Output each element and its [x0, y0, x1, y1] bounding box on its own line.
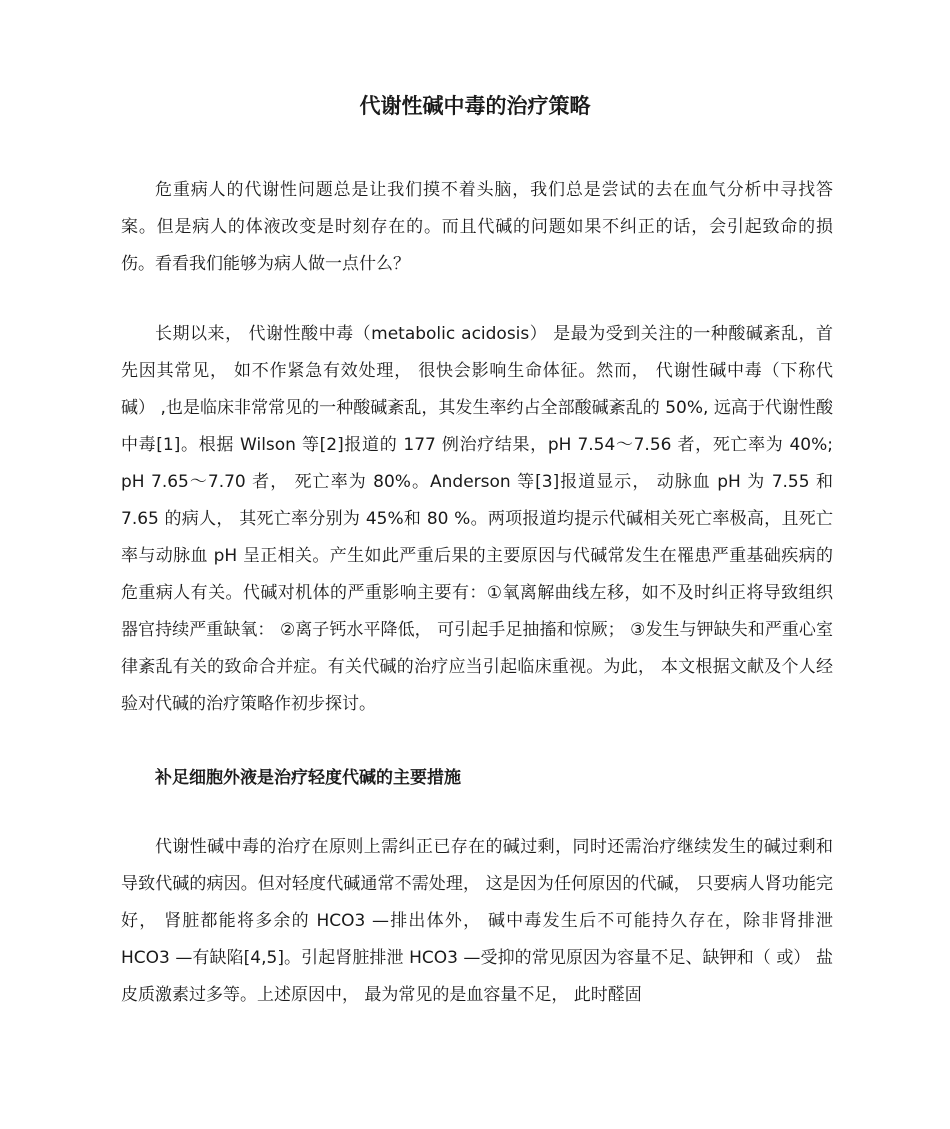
treatment-paragraph: 代谢性碱中毒的治疗在原则上需纠正已存在的碱过剩，同时还需治疗继续发生的碱过剩和导致代碱的病因。但对轻度代碱通常不需处理， 这是因为任何原因的代碱， 只要病人肾功能完好， 肾脏都能将多余的 HCO3 —排出体外， 碱中毒发生后不可能持久存在，除非肾排泄 HCO3 —有缺陷[4,5]。引起肾脏排泄 HCO3 —受抑的常见原因为容量不足、缺钾和（ 或） 盐皮质激素过多等。上述原因中， 最为常见的是血容量不足， 此时醛固 — [121, 837, 833, 1005]
section-heading: 补足细胞外液是治疗轻度代碱的主要措施 — [155, 768, 461, 788]
intro-paragraph: 危重病人的代谢性问题总是让我们摸不着头脑，我们总是尝试的去在血气分析中寻找答案。但是病人的体液改变是时刻存在的。而且代碱的问题如果不纠正的话，会引起致命的损伤。看看我们能够为病人做一点什么？ — [121, 180, 833, 274]
background-paragraph: 长期以来， 代谢性酸中毒（metabolic acidosis） 是最为受到关注的一种酸碱紊乱，首先因其常见， 如不作紧急有效处理， 很快会影响生命体征。然而， 代谢性碱中毒（下称代碱） ,也是临床非常常见的一种酸碱紊乱，其发生率约占全部酸碱紊乱的 50%, 远高于代谢性酸中毒[1]。根据 Wilson 等[2]报道的 177 例治疗结果，pH 7.54～7.56 者，死亡率为 40%; pH 7.65～7.70 者， 死亡率为 80%。Anderson 等[3]报道显示， 动脉血 pH 为 7.55 和 7.65 的病人， 其死亡率分别为 45%和 80 %。两项报道均提示代碱相关死亡率极高，且死亡率与动脉血 pH 呈正相关。产生如此严重后果的主要原因与代碱常发生在罹患严重基础疾病的危重病人有关。代碱对机体的严重影响主要有：①氧离解曲线左移，如不及时纠正将导致组织器官持续严重缺氧： ②离子钙水平降低， 可引起手足抽搐和惊厥； ③发生与钾缺失和严重心室律紊乱有关的致命合并症。有关代碱的治疗应当引起临床重视。为此， 本文根据文献及个人经验对代碱的治疗策略作初步探讨。 — [121, 324, 833, 714]
document-title: 代谢性碱中毒的治疗策略 — [359, 94, 591, 118]
